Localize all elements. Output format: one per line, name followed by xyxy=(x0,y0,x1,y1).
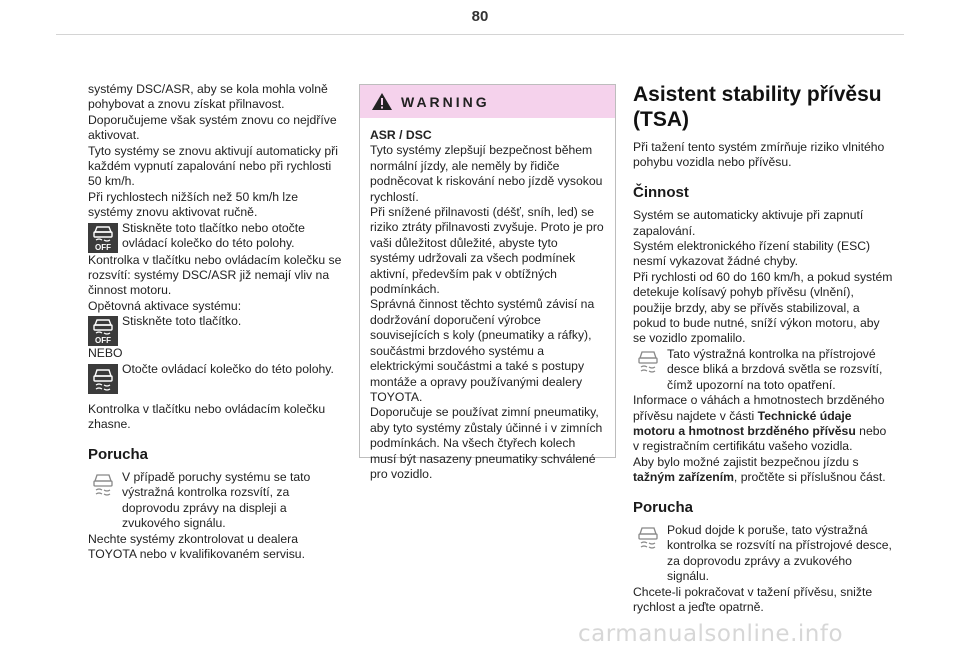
paragraph: Tyto systémy zlepšují bezpečnost během normální jízdy, ale neměly by řidiče podněcovat k riskování nebo jízdě vysokou rychlostí. xyxy=(370,143,603,204)
paragraph: Systém elektronického řízení stability (ESC) nesmí vykazovat žádné chyby. xyxy=(633,239,871,269)
warning-title: ASR / DSC xyxy=(370,128,432,142)
step-text: Stiskněte toto tlačítko nebo otočte ovládací kolečko do této polohy. xyxy=(122,220,305,251)
paragraph: Opětovná aktivace systému: xyxy=(88,298,242,313)
section-heading-fault: Porucha xyxy=(633,498,694,516)
section-title: Asistent stability přívěsu (TSA) xyxy=(633,83,882,131)
esc-off-icon xyxy=(88,316,118,346)
skid-car-outline-icon xyxy=(88,472,118,500)
page-number: 80 xyxy=(471,8,489,25)
text-run: Aby bylo možné zajistit bezpečnou jízdu s xyxy=(633,454,859,469)
text-run: Informace o váhách a hmotnostech brzděného přívěsu najdete v části xyxy=(633,393,885,423)
fault-text: V případě poruchy systému se tato výstražná kontrolka rozsvítí, za doprovodu zprávy na displeji a zvukového signálu. xyxy=(122,469,311,531)
step-deactivate xyxy=(88,221,346,253)
paragraph: systémy DSC/ASR, aby se kola mohla volně pohybovat a znovu získat přilnavost. xyxy=(88,82,328,112)
skid-car-icon xyxy=(88,364,118,394)
nebo-label: NEBO xyxy=(88,346,123,361)
warning-header xyxy=(360,85,615,118)
fault-info xyxy=(633,523,893,585)
step-reactivate-dial xyxy=(88,362,346,394)
section-heading-operation: Činnost xyxy=(633,183,689,201)
paragraph: Systém se automaticky aktivuje při zapnutí zapalování. xyxy=(633,208,864,238)
fault-info xyxy=(88,470,346,532)
svg-text:OFF: OFF xyxy=(95,336,111,346)
paragraph: Při rychlostech nižších než 50 km/h lze systémy znovu aktivovat ručně. xyxy=(88,189,298,220)
paragraph: Nechte systémy zkontrolovat u dealera TOYOTA nebo v kvalifikovaném servisu. xyxy=(88,531,305,561)
section-heading-fault: Porucha xyxy=(88,445,149,463)
cross-reference: Technické údaje motoru a hmotnost brzděného přívěsu xyxy=(633,408,856,438)
paragraph: Doporučujeme však systém znovu co nejdříve aktivovat. xyxy=(88,112,337,143)
paragraph: Při rychlosti od 60 do 160 km/h, a pokud systém detekuje kolísavý pohyb přívěsu (vlnění), použije brzdy, aby se přívěs stabilizoval, a pokud to bude nutné, sníží výkon motoru, aby se vozidlo zpomalilo. xyxy=(633,269,893,346)
tsa-warning-info xyxy=(633,347,893,393)
trailer-stability-icon xyxy=(633,349,663,377)
warning-label: WARNING xyxy=(401,93,490,110)
watermark: carmanualsonline.info xyxy=(578,621,844,647)
paragraph: Správná činnost těchto systémů závisí na dodržování doporučení výrobce souvisejících s koly (pneumatiky a ráfky), součástmi brzdového systému a elektrickými součástmi a také s postupy montáže a opravy používanými dealery TOYOTA. xyxy=(370,297,595,404)
svg-text:OFF: OFF xyxy=(95,242,111,252)
paragraph: Tyto systémy se znovu aktivují automaticky při každém vypnutí zapalování nebo při rychlosti 50 km/h. xyxy=(88,143,338,189)
step-text: Stiskněte toto tlačítko. xyxy=(122,314,242,329)
paragraph: Kontrolka v tlačítku nebo ovládacím kolečku zhasne. xyxy=(88,401,326,432)
esc-off-icon xyxy=(88,223,118,253)
paragraph xyxy=(633,455,893,486)
column-right xyxy=(633,82,893,615)
text-run: nebo v registračním certifikátu vašeho vozidla. xyxy=(633,423,887,454)
warning-box xyxy=(359,84,616,481)
paragraph: Kontrolka v tlačítku nebo ovládacím kolečku se rozsvítí: systémy DSC/ASR již nemají vliv na činnost motoru. xyxy=(88,252,342,298)
tsa-warning-text: Tato výstražná kontrolka na přístrojové desce bliká a brzdová světla se rozsvítí, čímž upozorní na toto opatření. xyxy=(667,346,883,392)
header-divider xyxy=(56,34,904,35)
paragraph: Doporučuje se používat zimní pneumatiky, aby tyto systémy zůstaly účinné i v zimních podmínkách. Na všech čtyřech kolech musí být nasazeny pneumatiky schválené pro vozidlo. xyxy=(370,405,603,481)
warning-triangle-icon xyxy=(371,92,393,111)
step-text: Otočte ovládací kolečko do této polohy. xyxy=(122,361,334,376)
trailer-stability-icon xyxy=(633,525,663,553)
step-reactivate-button xyxy=(88,314,346,346)
text-run: , pročtěte si příslušnou část. xyxy=(733,470,886,485)
cross-reference: tažným zařízením xyxy=(633,470,734,485)
column-left xyxy=(88,82,346,562)
paragraph: Při tažení tento systém zmírňuje riziko vlnitého pohybu vozidla nebo přívěsu. xyxy=(633,140,885,170)
paragraph xyxy=(633,393,893,455)
warning-body xyxy=(360,118,615,482)
paragraph: Chcete-li pokračovat v tažení přívěsu, snižte rychlost a jeďte opatrně. xyxy=(633,584,873,614)
fault-text: Pokud dojde k poruše, tato výstražná kontrolka se rozsvítí na přístrojové desce, za doprovodu zprávy a zvukového signálu. xyxy=(667,522,892,584)
paragraph: Při snížené přilnavosti (déšť, sníh, led) se riziko ztráty přilnavosti zvyšuje. Proto je pro vaši důležitost důležité, abyste tyto systémy udržovali za všech podmínek aktivní, především pak v obtížných podmínkách. xyxy=(370,205,604,297)
